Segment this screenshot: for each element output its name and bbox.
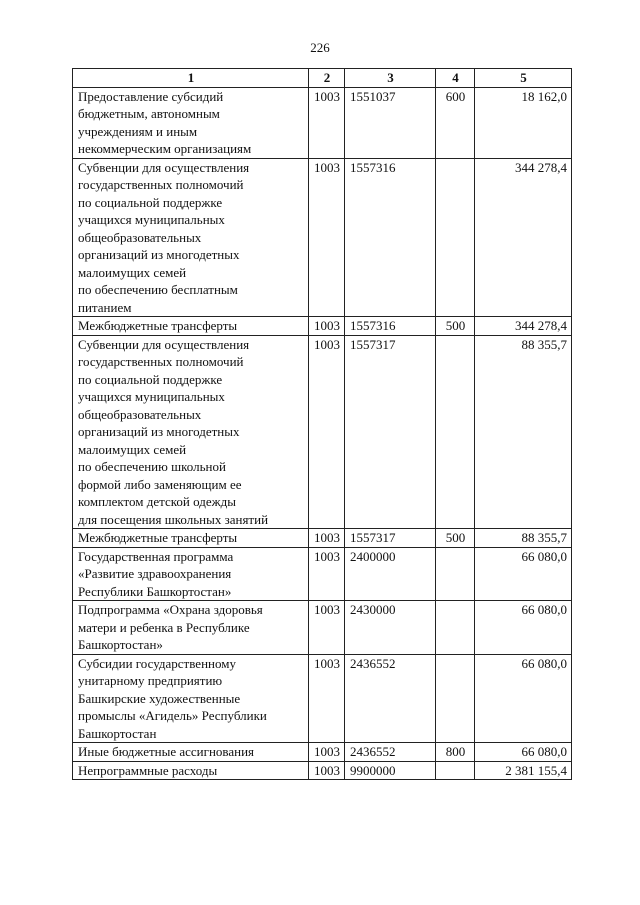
table-row	[73, 317, 572, 336]
row-sum: 66 080,0	[475, 601, 572, 655]
table-row	[73, 743, 572, 762]
table-row	[73, 529, 572, 548]
column-header-name: 1	[73, 69, 309, 88]
table-row	[73, 87, 572, 158]
row-section: 1003	[309, 529, 345, 548]
table-row	[73, 761, 572, 780]
row-csr: 2436552	[345, 654, 436, 743]
row-sum: 66 080,0	[475, 743, 572, 762]
row-section: 1003	[309, 335, 345, 529]
row-kind: 800	[436, 743, 475, 762]
row-section: 1003	[309, 743, 345, 762]
row-name: Межбюджетные трансферты	[73, 529, 309, 548]
column-header-kind: 4	[436, 69, 475, 88]
row-name: Непрограммные расходы	[73, 761, 309, 780]
row-name: Субвенции для осуществления государственных полномочий по социальной поддержке учащихся муниципальных общеобразовательных организаций из многодетных малоимущих семей по обеспечению бесплатным питанием	[73, 158, 309, 317]
row-csr: 1557316	[345, 158, 436, 317]
table-row	[73, 547, 572, 601]
row-section: 1003	[309, 87, 345, 158]
row-name: Предоставление субсидий бюджетным, автономным учреждениям и иным некоммерческим организациям	[73, 87, 309, 158]
row-csr: 1557316	[345, 317, 436, 336]
column-header-csr: 3	[345, 69, 436, 88]
row-section: 1003	[309, 761, 345, 780]
table-row	[73, 654, 572, 743]
row-kind	[436, 335, 475, 529]
row-name: Иные бюджетные ассигнования	[73, 743, 309, 762]
row-sum: 66 080,0	[475, 654, 572, 743]
row-csr: 1557317	[345, 529, 436, 548]
table-header-row	[73, 69, 572, 88]
row-kind	[436, 761, 475, 780]
table-row	[73, 335, 572, 529]
row-csr: 1551037	[345, 87, 436, 158]
page-number: 226	[310, 40, 330, 55]
row-section: 1003	[309, 547, 345, 601]
row-name: Субсидии государственному унитарному предприятию Башкирские художественные промыслы «Агидель» Республики Башкортостан	[73, 654, 309, 743]
row-kind: 600	[436, 87, 475, 158]
row-csr: 9900000	[345, 761, 436, 780]
row-name: Межбюджетные трансферты	[73, 317, 309, 336]
row-section: 1003	[309, 158, 345, 317]
row-sum: 66 080,0	[475, 547, 572, 601]
row-sum: 2 381 155,4	[475, 761, 572, 780]
row-kind	[436, 654, 475, 743]
row-kind: 500	[436, 529, 475, 548]
row-name: Субвенции для осуществления государственных полномочий по социальной поддержке учащихся муниципальных общеобразовательных организаций из многодетных малоимущих семей по обеспечению школьной формой либо заменяющим ее комплектом детской одежды для посещения школьных занятий	[73, 335, 309, 529]
row-kind: 500	[436, 317, 475, 336]
column-header-section: 2	[309, 69, 345, 88]
row-sum: 88 355,7	[475, 529, 572, 548]
row-csr: 1557317	[345, 335, 436, 529]
row-section: 1003	[309, 317, 345, 336]
row-csr: 2400000	[345, 547, 436, 601]
budget-table	[72, 68, 572, 780]
row-sum: 88 355,7	[475, 335, 572, 529]
row-section: 1003	[309, 601, 345, 655]
row-kind	[436, 158, 475, 317]
table-row	[73, 158, 572, 317]
column-header-sum: 5	[475, 69, 572, 88]
row-sum: 18 162,0	[475, 87, 572, 158]
row-csr: 2430000	[345, 601, 436, 655]
row-sum: 344 278,4	[475, 158, 572, 317]
row-kind	[436, 547, 475, 601]
table-row	[73, 601, 572, 655]
row-sum: 344 278,4	[475, 317, 572, 336]
row-csr: 2436552	[345, 743, 436, 762]
row-name: Подпрограмма «Охрана здоровья матери и ребенка в Республике Башкортостан»	[73, 601, 309, 655]
row-section: 1003	[309, 654, 345, 743]
row-name: Государственная программа «Развитие здравоохранения Республики Башкортостан»	[73, 547, 309, 601]
row-kind	[436, 601, 475, 655]
